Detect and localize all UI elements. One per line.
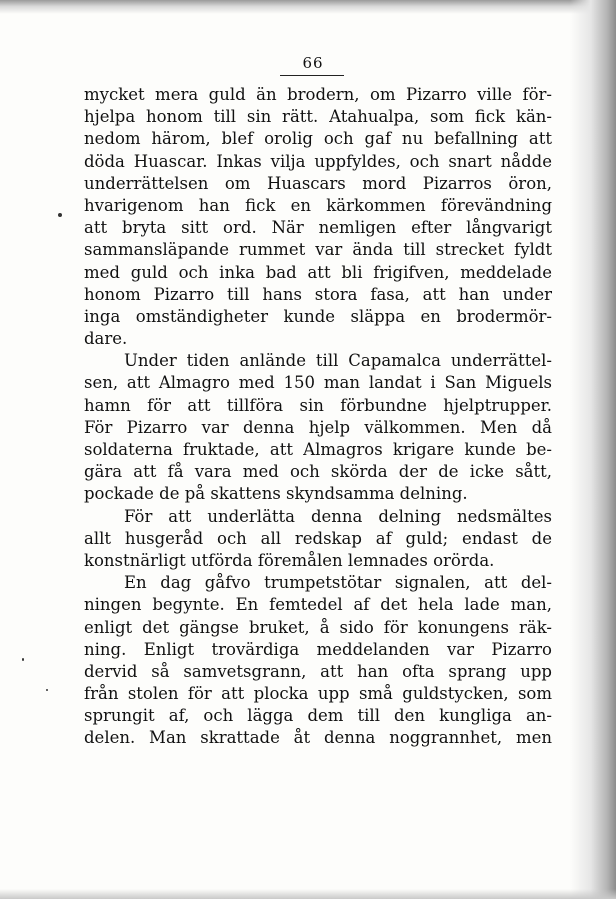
text-line: honom Pizarro till hans stora fasa, att han under	[84, 284, 552, 304]
text-line: En dag gåfvo trumpetstötar signalen, att del-	[124, 573, 552, 593]
text-line: gära att få vara med och skörda der de icke sått,	[84, 462, 552, 482]
text-line: Under tiden anlände till Capamalca underrättel-	[124, 351, 552, 371]
page-number: 66	[302, 54, 324, 72]
text-line: ningen begynte. En femtedel af det hela lade man,	[84, 595, 552, 615]
text-line: mycket mera guld än brodern, om Pizarro ville för-	[84, 85, 552, 104]
body-text	[84, 84, 552, 750]
text-line: delen. Man skrattade åt denna noggrannhet, men	[84, 728, 552, 748]
text-line: sprungit af, och lägga dem till den kungliga an-	[84, 706, 552, 726]
text-line: inga omständigheter kunde släppa en brodermör-	[84, 306, 552, 326]
text-line: konstnärligt utförda föremålen lemnades orörda.	[84, 550, 495, 570]
text-line: underrättelsen om Huascars mord Pizarros öron,	[84, 173, 552, 193]
text-line: hamn för att tillföra sin förbundne hjelptrupper.	[84, 395, 552, 415]
scan-speck	[46, 689, 48, 691]
text-line: allt husgeråd och all redskap af guld; endast de	[84, 528, 552, 548]
scan-speck	[58, 213, 62, 217]
scan-edge-bottom	[0, 889, 616, 899]
text-line: hjelpa honom till sin rätt. Atahualpa, som fick kän-	[84, 107, 552, 127]
text-line: sammansläpande rummet var ända till strecket fyldt	[84, 240, 552, 260]
text-line: att bryta sitt ord. När nemligen efter långvarigt	[84, 218, 552, 238]
text-line: dare.	[84, 329, 128, 349]
text-line: soldaterna fruktade, att Almagros krigare kunde be-	[84, 440, 552, 459]
text-line: sen, att Almagro med 150 man landat i San Miguels	[84, 373, 552, 393]
scan-edge-right	[570, 0, 616, 899]
scan-edge-top	[0, 0, 616, 14]
text-line: pockade de på skattens skyndsamma delning.	[84, 484, 468, 504]
text-line: enligt det gängse bruket, å sido för konungens räk-	[84, 617, 552, 637]
text-line: För att underlätta denna delning nedsmältes	[124, 506, 552, 526]
text-line: från stolen för att plocka upp små guldstycken, som	[84, 684, 552, 704]
scan-speck	[22, 658, 24, 661]
page-number-rule	[280, 75, 344, 76]
text-line: För Pizarro var denna hjelp välkommen. Men då	[84, 417, 552, 437]
text-line: med guld och inka bad att bli frigifven, meddelade	[84, 262, 552, 282]
text-line: dervid så samvetsgrann, att han ofta sprang upp	[84, 661, 552, 681]
text-line: hvarigenom han fick en kärkommen förevändning	[84, 195, 552, 215]
text-line: ning. Enligt trovärdiga meddelanden var Pizarro	[84, 639, 552, 659]
text-line: döda Huascar. Inkas vilja uppfyldes, och snart nådde	[84, 151, 552, 171]
text-line: nedom härom, blef orolig och gaf nu befallning att	[84, 129, 552, 149]
